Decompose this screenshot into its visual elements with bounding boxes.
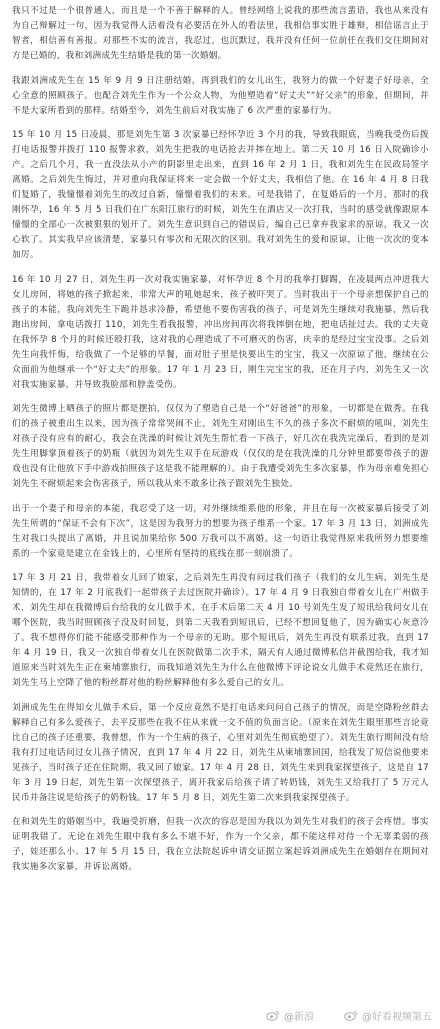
watermark-2-text: @好看视频第五 <box>362 1012 432 1023</box>
paragraph-1: 我只不过是一个很普通人，而且是一个不善于解释的人。曾经网络上说我的那些流言蜚语，我也从来没有为自己辩解过一句，因为我觉得人活着没有必要活在外人的看法里，我相信事实胜于雄辩，相信谣言止于智者，相信善有善报。对那些不实的流言，我忍过，也沉默过，我并没有任何一位前任在我们交往期间对方是已婚的，我和刘洲成先生结婚是我的第一次婚姻。 <box>12 6 429 61</box>
watermark-1-text: @新浪 <box>284 1012 314 1023</box>
paragraph-5: 刘先生微博上晒孩子的照片都是摆拍，仅仅为了塑造自己是一个“好爸爸”的形象，一切都是在做秀。在我们的孩子被重出生以来，因为孩子常常哭闹不止，刘先生对刚出生不久的孩子多次不耐烦的吼叫，刘先生对孩子没有应有的耐心，我会在洗澡的时候让刘先生帮忙看一下孩子，好几次在我洗完澡后，看到的是刘先生用脚掌顶着孩子的奶瓶（就因为刘先生双手在玩游戏（仅仅的是在我洗澡的几分钟里都要带孩子的游戏也没有让他放下手中游戏拍照孩子这是我不能理解的）。由于我遭受刘先生多次家暴，作为母亲难免担心刘先生不耐烦起来会伤害孩子，所以我从来不敢多让孩子跟刘先生独处。 <box>12 404 429 489</box>
watermark-1 <box>266 1008 314 1023</box>
paragraph-2: 我跟刘洲成先生在 15 年 9 月 9 日注册结婚，再到我们的女儿出生，我努力的做一个好妻子好母亲，全心全意的照顾孩子。也配合刘先生作为一个公众人物，为他塑造着“好丈夫”“好父亲”的形象，但期间，并不是大家所看到的那样。结婚至今，刘先生前后对我实施了 6 次严重的家暴行为。 <box>12 75 429 116</box>
paragraph-7: 17 年 3 月 21 日，我带着女儿回了娘家，之后刘先生再没有问过我们孩子（我们的女儿生病，刘先生是知情的，在 17 年 2 月底我们一起带孩子去过医院并确诊）。17 年 4 月 9 日我独自带着女儿在广州做手术，刘先生却在我微博后台给我的女儿做手术，在手术后第二天 4 月 10 号刘先生发了短讯给我问女儿在哪个医院，我当时照顾孩子没及时回复，到第二天我看到短讯后，已经不想回复他了，因为确实心灰意冷了。我不想得你们能不能感受那种作为一个母亲的无助。那个短讯后，刘先生再没有联系过我，直到 17 年 4 月 19 日，我又一次独自带着女儿在医院做第二次手术，隔天有人通过微博私信并截图给我，我才知道原来当时刘先生正在柬埔寨旅行，而我知道刘先生为什么在他微博下评论说女儿做手术竟然还在旅行，刘先生马上空降了他的粉丝群对他的粉丝解释他有多么爱自己的女儿。 <box>12 573 429 688</box>
paragraph-8: 刘洲成先生在得知女儿做手术后，第一个反应竟然不是打电话来问问自己孩子的情况，而是空降粉丝群去解释自己有多么爱孩子，去平反那些在我不住从来就一文不值的负面言论。（原来在刘先生眼里那些言论竟比自己的孩子还重要，我曾想，作为一个生病的孩子，心里对刘先生彻底绝望了）。刘先生旅行期间没有给我有打过电话问过女儿孩子情况，直到 17 年 4 月 22 日，刘先生从柬埔寨回国，给我发了短信说他要来见孩子，当时孩子还在住院期，我又回了娘家。17 年 4 月 28 日，刘先生来到我家探望孩子，这是自 17 年 3 月 19 日起，刘先生第一次探望孩子，离开我家后给孩子请了转奶钱，刘先生又给我打了 5 万元人民币并备注说是给孩子的奶粉钱。17 年 5 月 8 日，刘先生第二次来到我家探望孩子。 <box>12 702 429 803</box>
paragraph-6: 出于一个妻子和母亲的本能，我忍受了这一切，对外继续维系他的形象，并且在每一次被家暴后接受了刘先生所谓的“保证不会有下次”，这是因为我努力的想要为孩子维系一个家。17 年 3 月 13 日，刘洲成先生对我口头提出了离婚，并且说加果给你 500 万我可以不离婚。这一句语让我觉得原来我所努力想要维系的一个家竟是建立在金钱上的，心里所有坚持的底线在那一刻崩溃了。 <box>12 503 429 559</box>
paragraph-9: 在和刘先生的婚姻当中，我遍受折磨，但我一次次的容忍是因为我以为刘先生对我们的孩子会疼惜。事实证明我错了。无论在刘先生眼中我有多么不堪不好，作为一个父亲，都不能这样对待一个无辜柔弱的孩子，娃还那么小。17 年 5 月 15 日，我在立法院起诉申请交证据立案起诉刘洲成先生在婚姻存在期间对我实施多次家暴，并诉讼离婚。 <box>12 817 429 872</box>
weibo-logo-icon <box>344 1010 358 1021</box>
paragraph-3: 15 年 10 月 15 日凌晨，那是刘先生第 3 次家暴已经怀孕近 3 个月的我，导致我眼底，当晚我受伤后拨打电话报警并拨打 110 报警求救，刘先生把我的电话抢去并摔在地上。第二天 10 月 16 日入院确诊小产。之后几个月，我一直没法从小产的阴影里走出来，直到 16 年 2 月 1 日，我和刘先生在民政局签字离婚。之后刘先生悔过，并对重向我保证将来一定会做一个好丈夫，我相信了他。在 16 年 4 月 8 日我们复婚了，我憧憬着刘先生的改过自新，憧憬着我们的未来。可是我错了，在复婚后的一个月，那时的我刚怀孕，16 年 5 月 5 日我们在广东阳江旅行的时候，刘先生在酒店又一次打我，当时的感受就像跟原本憧憬的全部心一次被狠狠的划开了。刘先生意识到自己的错误后，编自己已拿弃我家求的原谅，我又一次心软了。其实我早应该清楚，家暴只有零次和无限次的区别。我对刘先生的爱和原谅，让他一次次的变本加厉。 <box>12 130 429 260</box>
weibo-logo-icon <box>266 1010 280 1021</box>
watermark-2 <box>344 1008 432 1023</box>
watermark-bar <box>266 1008 432 1023</box>
paragraph-4: 16 年 10 月 27 日，刘先生再一次对我实施家暴，对怀孕近 8 个月的我拳打脚踢，在凌晨两点冲进我大女儿房间，将她的孩子掀起来，非常大声的吼她起来，孩子被吓哭了。当时我出于一个母亲想保护自己的孩子的本能，我向刘先生下跪并恳求冷静，希望他不要伤害我的孩子，可是刘先生继续对我施暴，然后我跑出房间，拿电话拨打 110，刘先生看我报警，冲出房间再次将我摔倒在地，把电话扯过去。我的丈夫竟在我怀孕 8 个月的时候还殴打我，这对我的心理造成了不可磨灭的伤害，庆幸的是经过宝宝没事。之后刘先生向我忏悔，给我做了一个足够的早餐，面对肚子里是快要出生的宝宝，我又一次原谅了他，继续在公众面前为他继承一个“好丈夫”的形象。17 年 1 月 23 日，刚生完宝宝的我，还在月子内，刘先生又一次对我实施家暴，并导致我脸部和脖盖受伤。 <box>12 274 429 390</box>
